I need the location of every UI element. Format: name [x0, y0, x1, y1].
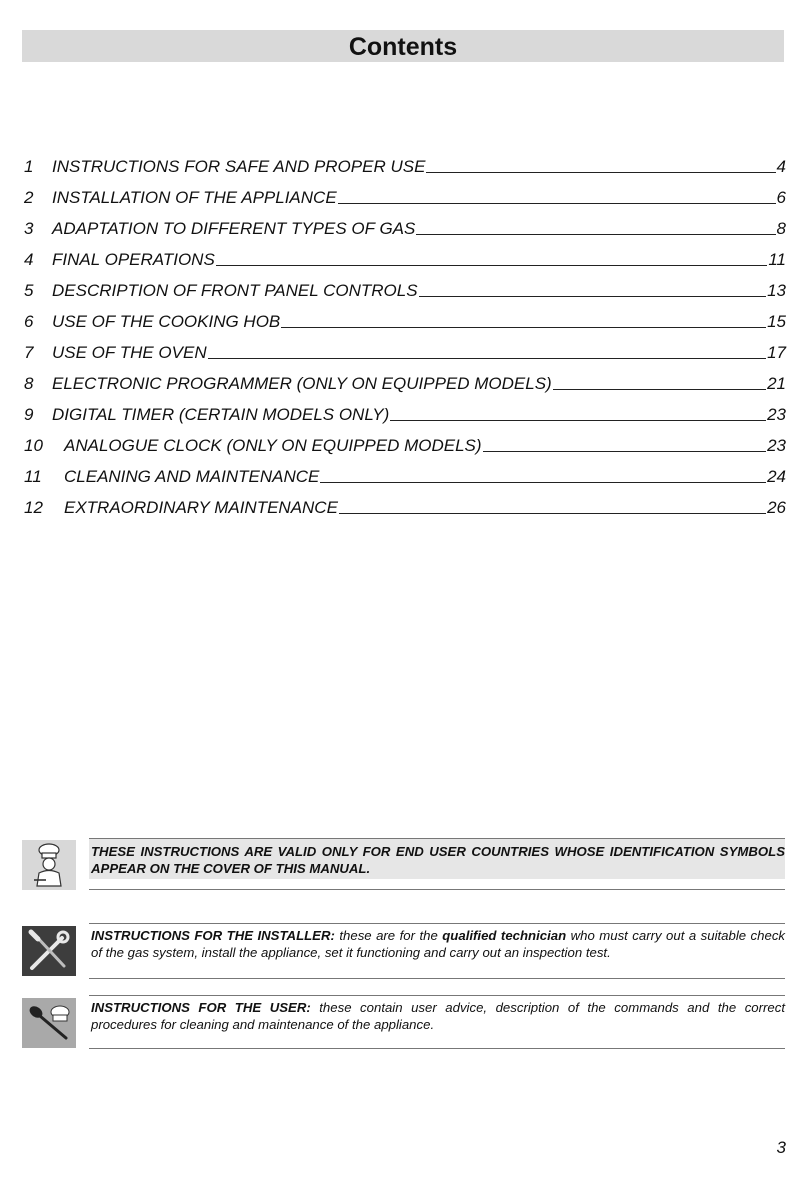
- toc-leader-line: [553, 389, 766, 390]
- table-of-contents: [24, 146, 786, 518]
- toc-entry-page: 11: [768, 250, 786, 269]
- validity-note-box: [89, 838, 785, 890]
- toc-entry[interactable]: [24, 270, 786, 301]
- toc-entry-page: 15: [767, 312, 786, 331]
- toc-entry-number: 9: [24, 405, 34, 424]
- toc-leader-line: [483, 451, 767, 452]
- toc-entry-page: 6: [776, 188, 786, 207]
- toc-entry-title: USE OF THE OVEN: [52, 343, 207, 362]
- toc-entry[interactable]: [24, 146, 786, 177]
- page-title-bar: [22, 30, 784, 62]
- toc-entry-number: 8: [24, 374, 34, 393]
- toc-entry-page: 8: [776, 219, 786, 238]
- installer-note-text-after: who must carry out a suitable check of the gas system, install the appliance, set it functioning and carry out an inspection test.: [91, 928, 786, 960]
- toc-entry[interactable]: [24, 301, 786, 332]
- installer-note-paragraph: [89, 924, 785, 961]
- installer-note-box: [89, 923, 785, 979]
- toc-entry-page: 4: [776, 157, 786, 176]
- user-note-text: these contain user advice, description of the commands and the correct procedures for cleaning and maintenance of the appliance.: [91, 1000, 786, 1032]
- toc-entry[interactable]: [24, 177, 786, 208]
- user-note-label: INSTRUCTIONS FOR THE USER:: [91, 1000, 311, 1015]
- toc-entry-number: 1: [24, 157, 34, 176]
- user-note: [22, 995, 786, 1051]
- toc-leader-line: [416, 234, 775, 235]
- installer-note-label: INSTRUCTIONS FOR THE INSTALLER:: [91, 928, 335, 943]
- toc-entry[interactable]: [24, 394, 786, 425]
- toc-entry-page: 26: [767, 498, 786, 517]
- user-note-box: [89, 995, 785, 1049]
- chef-icon: [22, 840, 76, 890]
- toc-entry-title: ANALOGUE CLOCK (ONLY ON EQUIPPED MODELS): [64, 436, 482, 455]
- toc-entry[interactable]: [24, 456, 786, 487]
- toc-entry[interactable]: [24, 208, 786, 239]
- toc-entry-title: USE OF THE COOKING HOB: [52, 312, 281, 331]
- installer-note-emphasis: qualified technician: [442, 928, 567, 943]
- toc-entry-title: INSTALLATION OF THE APPLIANCE: [52, 188, 337, 207]
- toc-entry[interactable]: [24, 332, 786, 363]
- toc-entry-title: DESCRIPTION OF FRONT PANEL CONTROLS: [52, 281, 418, 300]
- toc-entry-title: FINAL OPERATIONS: [52, 250, 215, 269]
- toc-leader-line: [390, 420, 766, 421]
- validity-note: [22, 838, 786, 892]
- toc-leader-line: [216, 265, 768, 266]
- toc-entry-page: 17: [767, 343, 786, 362]
- toc-entry-title: INSTRUCTIONS FOR SAFE AND PROPER USE: [52, 157, 426, 176]
- toc-entry-title: DIGITAL TIMER (CERTAIN MODELS ONLY): [52, 405, 390, 424]
- toc-entry-number: 11: [24, 467, 42, 486]
- installer-note: [22, 923, 786, 979]
- toc-leader-line: [338, 203, 776, 204]
- toc-entry-number: 12: [24, 498, 43, 517]
- toc-entry-title: EXTRAORDINARY MAINTENANCE: [64, 498, 338, 517]
- toc-entry[interactable]: [24, 363, 786, 394]
- spoon-chef-hat-icon: [22, 998, 76, 1048]
- toc-leader-line: [419, 296, 767, 297]
- toc-leader-line: [320, 482, 766, 483]
- toc-entry-page: 23: [767, 436, 786, 455]
- toc-entry-number: 5: [24, 281, 34, 300]
- toc-entry-number: 3: [24, 219, 34, 238]
- validity-note-text: THESE INSTRUCTIONS ARE VALID ONLY FOR END USER COUNTRIES WHOSE IDENTIFICATION SYMBOLS APPEAR ON THE COVER OF THIS MANUAL.: [89, 839, 785, 879]
- toc-entry-number: 10: [24, 436, 43, 455]
- toc-entry-number: 6: [24, 312, 34, 331]
- toc-entry-number: 2: [24, 188, 34, 207]
- toc-entry-page: 13: [767, 281, 786, 300]
- toc-entry-number: 7: [24, 343, 34, 362]
- user-note-paragraph: [89, 996, 785, 1033]
- toc-entry[interactable]: [24, 425, 786, 456]
- toc-entry-page: 24: [767, 467, 786, 486]
- toc-leader-line: [339, 513, 766, 514]
- toc-entry-title: ELECTRONIC PROGRAMMER (ONLY ON EQUIPPED MODELS): [52, 374, 552, 393]
- toc-entry[interactable]: [24, 487, 786, 518]
- toc-entry-title: ADAPTATION TO DIFFERENT TYPES OF GAS: [52, 219, 416, 238]
- toc-leader-line: [208, 358, 766, 359]
- toc-entry[interactable]: [24, 239, 786, 270]
- wrench-screwdriver-icon: [22, 926, 76, 976]
- page-number: 3: [776, 1138, 786, 1157]
- toc-leader-line: [281, 327, 766, 328]
- toc-entry-number: 4: [24, 250, 34, 269]
- toc-entry-page: 23: [767, 405, 786, 424]
- toc-entry-title: CLEANING AND MAINTENANCE: [64, 467, 320, 486]
- toc-entry-page: 21: [767, 374, 786, 393]
- installer-note-text-before: these are for the: [334, 928, 443, 943]
- toc-leader-line: [426, 172, 775, 173]
- page-title: Contents: [348, 33, 458, 61]
